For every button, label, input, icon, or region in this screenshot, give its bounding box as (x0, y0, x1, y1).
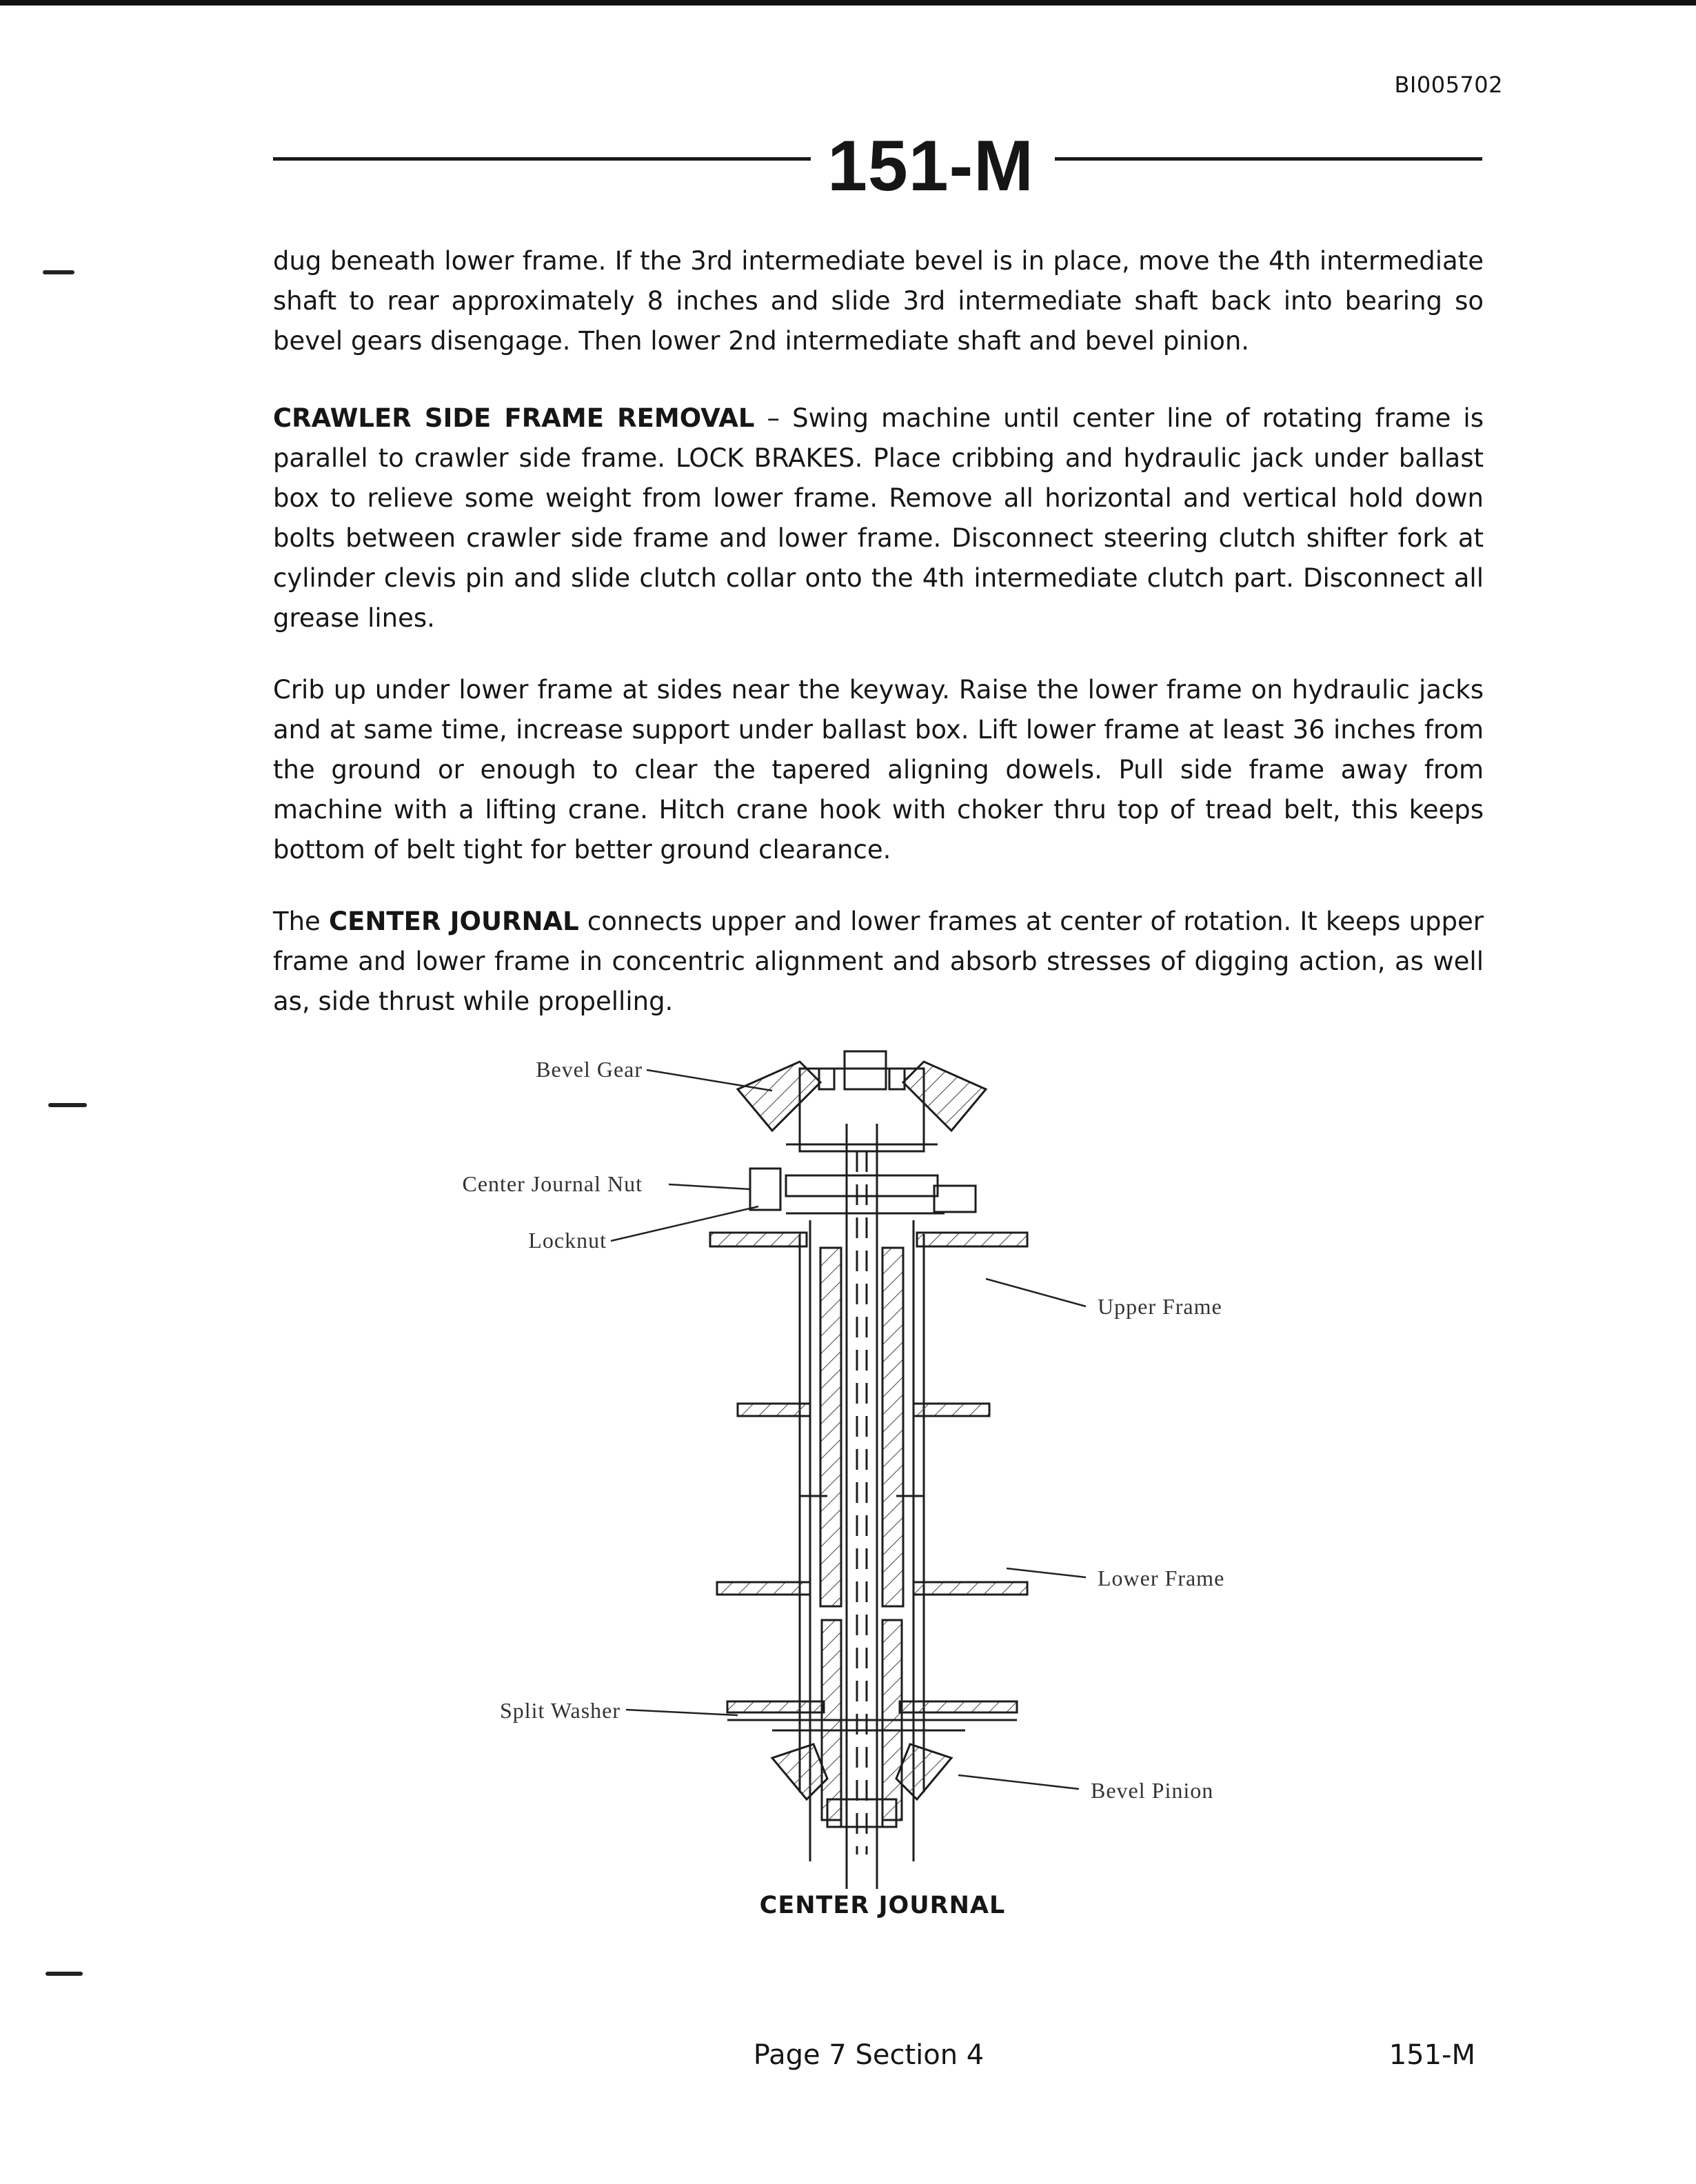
label-upper-frame: Upper Frame (1098, 1294, 1222, 1319)
bevel-gear-part (738, 1051, 986, 1151)
label-bevel-pinion: Bevel Pinion (1091, 1778, 1214, 1803)
title-rule-left (273, 157, 811, 161)
label-bevel-gear: Bevel Gear (536, 1057, 643, 1082)
label-center-journal-nut: Center Journal Nut (462, 1171, 643, 1196)
footer-document-code: 151-M (1389, 2039, 1475, 2071)
lower-frame-part (717, 1496, 1027, 1595)
split-washer-part (727, 1701, 1017, 1730)
label-lower-frame: Lower Frame (1098, 1566, 1225, 1590)
footer-page-number: Page 7 Section 4 (753, 2039, 985, 2071)
center-journal-nut-part (750, 1169, 976, 1213)
document-id: BI005702 (1394, 72, 1503, 98)
paragraph-center-journal: The CENTER JOURNAL connects upper and lower frames at center of rotation. It keeps upper frame and lower frame in concentric alignment and absorb stresses of digging action, as well as, side thrust while propelling. (273, 907, 1484, 1016)
paragraph-shaft: dug beneath lower frame. If the 3rd intermediate bevel is in place, move the 4th intermediate shaft to rear approximately 8 inches and slide 3rd intermediate shaft back into bearing so bevel gears disengage. Then lower 2nd intermediate shaft and bevel pinion. (273, 246, 1484, 356)
term-center-journal: CENTER JOURNAL (329, 907, 579, 936)
top-rule (0, 0, 1696, 6)
margin-mark (48, 1103, 87, 1107)
margin-mark (43, 270, 74, 274)
upper-frame-part (710, 1233, 1027, 1246)
figure-caption: CENTER JOURNAL (759, 1892, 1006, 1919)
title-rule-right (1055, 157, 1482, 161)
center-journal-diagram (414, 1041, 1310, 1903)
section-heading-crawler-side-frame-removal: CRAWLER SIDE FRAME REMOVAL (273, 403, 755, 433)
paragraph-crib-lower-frame: Crib up under lower frame at sides near the keyway. Raise the lower frame on hydraulic jacks and at same time, increase support under ballast box. Lift lower frame at least 36 inches from the ground or enough to clear the tapered aligning dowels. Pull side frame away from machine with a lifting crane. Hitch crane hook with choker thru top of tread belt, this keeps bottom of belt tight for better ground clearance. (273, 675, 1484, 865)
bevel-pinion-part (772, 1744, 951, 1827)
page-title: 151-M (827, 126, 1034, 206)
margin-mark (46, 1972, 83, 1976)
label-split-washer: Split Washer (499, 1698, 620, 1723)
label-locknut: Locknut (528, 1228, 607, 1253)
paragraph-crawler-side-frame-removal: CRAWLER SIDE FRAME REMOVAL – Swing machine until center line of rotating frame is parallel to crawler side frame. LOCK BRAKES. Place cribbing and hydraulic jack under ballast box to relieve some weight from lower frame. Remove all horizontal and vertical hold down bolts between crawler side frame and lower frame. Disconnect steering clutch shifter fork at cylinder clevis pin and slide clutch collar onto the 4th intermediate clutch part. Disconnect all grease lines. (273, 403, 1484, 633)
